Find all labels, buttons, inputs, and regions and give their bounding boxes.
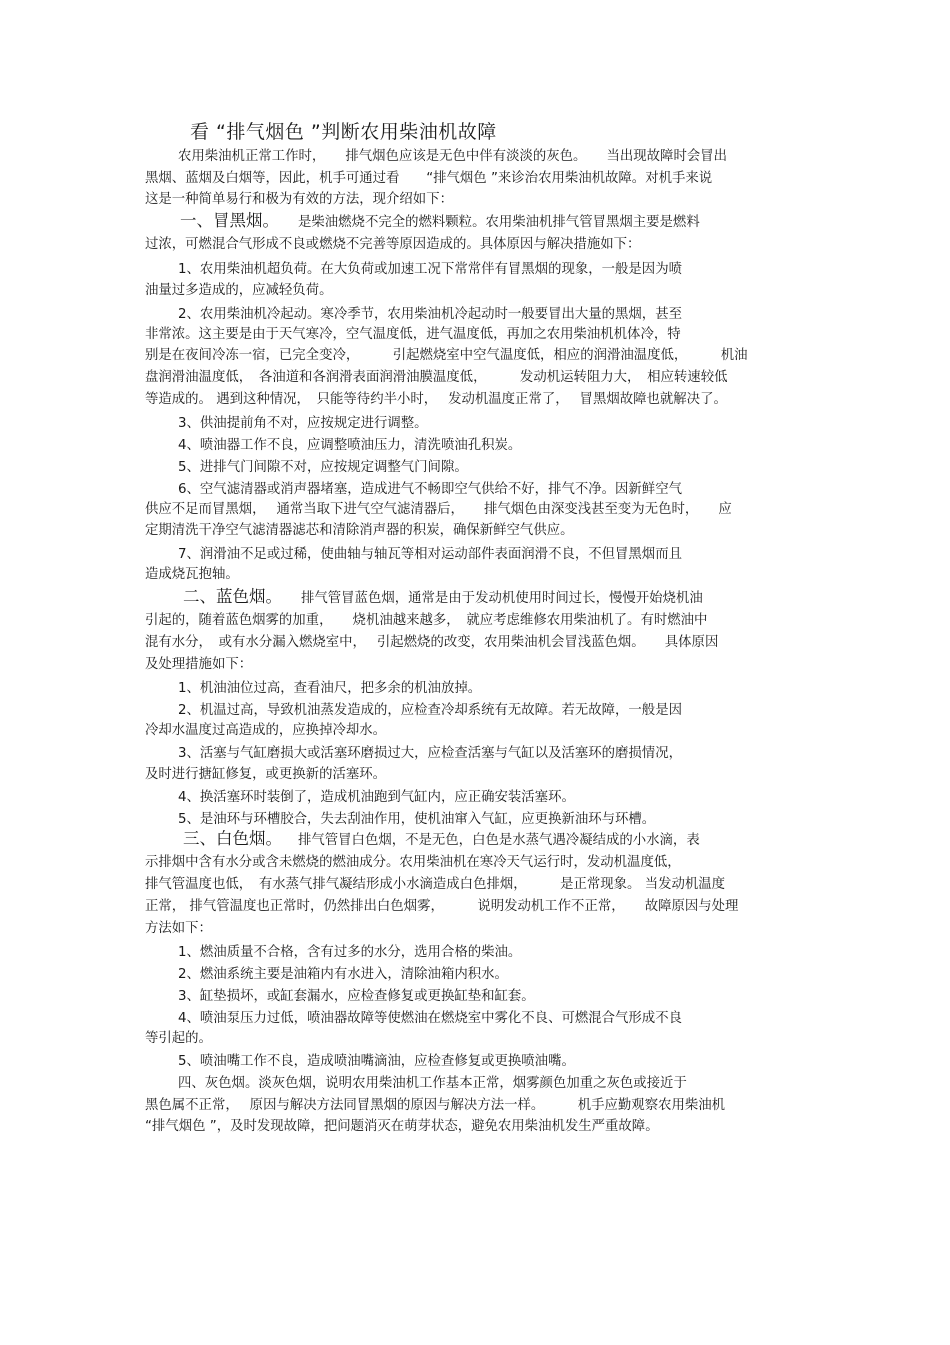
paragraph-line: 5、喷油嘴工作不良，造成喷油嘴滴油，应检查修复或更换喷油嘴。 — [178, 1054, 575, 1069]
paragraph-line: 4、喷油泵压力过低，喷油器故障等使燃油在燃烧室中雾化不良、可燃混合气形成不良 — [178, 1011, 682, 1026]
paragraph-line: 方法如下： — [145, 921, 212, 936]
paragraph-line: 排气管温度也低， 有水蒸气排气凝结形成小水滴造成白色排烟， 是正常现象。 当发动机温度 — [145, 877, 726, 892]
paragraph-line: “排气烟色 ”，及时发现故障，把问题消灭在萌芽状态，避免农用柴油机发生严重故障。 — [145, 1119, 659, 1134]
paragraph-line: 6、空气滤清器或消声器堵塞，造成进气不畅即空气供给不好，排气不净。因新鲜空气 — [178, 482, 682, 497]
paragraph-line: 过浓，可燃混合气形成不良或燃烧不完善等原因造成的。具体原因与解决措施如下： — [145, 237, 641, 252]
paragraph-line: 盘润滑油温度低， 各油道和各润滑表面润滑油膜温度低， 发动机运转阻力大， 相应转速较低 — [145, 370, 728, 385]
paragraph-line: 示排烟中含有水分或含未燃烧的燃油成分。农用柴油机在寒冷天气运行时，发动机温度低， — [145, 855, 681, 870]
paragraph-line: 2、机温过高，导致机油蒸发造成的，应检查冷却系统有无故障。若无故障，一般是因 — [178, 703, 682, 718]
paragraph-line: 1、燃油质量不合格，含有过多的水分，选用合格的柴油。 — [178, 945, 522, 960]
paragraph-line: 等引起的。 — [145, 1031, 212, 1046]
paragraph-line: 排气管冒白色烟，不是无色，白色是水蒸气遇冷凝结成的小水滴，表 — [298, 833, 700, 848]
section-heading-white-smoke: 三、白色烟。 — [183, 829, 282, 848]
paragraph-line: 等造成的。 遇到这种情况， 只能等待约半小时， 发动机温度正常了， 冒黑烟故障也就解决了。 — [145, 392, 727, 407]
paragraph-line: 3、供油提前角不对，应按规定进行调整。 — [178, 416, 428, 431]
paragraph-line: 黑烟、蓝烟及白烟等，因此，机手可通过看 “排气烟色 ”来诊治农用柴油机故障。对机手来说 — [145, 171, 713, 186]
paragraph-line: 引起的，随着蓝色烟雾的加重， 烧机油越来越多， 就应考虑维修农用柴油机了。有时燃油中 — [145, 613, 708, 628]
paragraph-line: 及处理措施如下： — [145, 657, 253, 672]
paragraph-line: 定期清洗干净空气滤清器滤芯和清除消声器的积炭，确保新鲜空气供应。 — [145, 523, 574, 538]
section-heading-blue-smoke: 二、蓝色烟。 — [183, 587, 282, 606]
paragraph-line: 4、换活塞环时装倒了，造成机油跑到气缸内，应正确安装活塞环。 — [178, 790, 575, 805]
paragraph-line: 1、农用柴油机超负荷。在大负荷或加速工况下常常伴有冒黑烟的现象，一般是因为喷 — [178, 262, 682, 277]
paragraph-line: 7、润滑油不足或过稀，使曲轴与轴瓦等相对运动部件表面润滑不良，不但冒黑烟而且 — [178, 547, 682, 562]
paragraph-line: 造成烧瓦抱轴。 — [145, 567, 239, 582]
paragraph-line: 及时进行搪缸修复，或更换新的活塞环。 — [145, 767, 387, 782]
paragraph-line: 冷却水温度过高造成的，应换掉冷却水。 — [145, 723, 387, 738]
paragraph-line: 混有水分， 或有水分漏入燃烧室中， 引起燃烧的改变，农用柴油机会冒浅蓝色烟。 具体原因 — [145, 635, 719, 650]
paragraph-line: 别是在夜间冷冻一宿，已完全变冷， 引起燃烧室中空气温度低，相应的润滑油温度低， 机油 — [145, 348, 748, 363]
paragraph-line: 正常， 排气管温度也正常时，仍然排出白色烟雾， 说明发动机工作不正常， 故障原因与处理 — [145, 899, 739, 914]
paragraph-line: 黑色属不正常， 原因与解决方法同冒黑烟的原因与解决方法一样。 机手应勤观察农用柴油机 — [145, 1098, 726, 1113]
paragraph-line: 2、农用柴油机冷起动。寒冷季节，农用柴油机冷起动时一般要冒出大量的黑烟，甚至 — [178, 307, 682, 322]
paragraph-line: 4、喷油器工作不良，应调整喷油压力，清洗喷油孔积炭。 — [178, 438, 522, 453]
paragraph-line: 非常浓。这主要是由于天气寒冷，空气温度低，进气温度低，再加之农用柴油机机体冷，特 — [145, 327, 681, 342]
paragraph-line: 3、活塞与气缸磨损大或活塞环磨损过大，应检查活塞与气缸以及活塞环的磨损情况， — [178, 746, 682, 761]
paragraph-line: 是柴油燃烧不完全的燃料颗粒。农用柴油机排气管冒黑烟主要是燃料 — [298, 215, 700, 230]
paragraph-line: 农用柴油机正常工作时， 排气烟色应该是无色中伴有淡淡的灰色。 当出现故障时会冒出 — [178, 149, 728, 164]
paragraph-line: 供应不足而冒黑烟， 通常当取下进气空气滤清器后， 排气烟色由深变浅甚至变为无色时， 应 — [145, 502, 732, 517]
paragraph-line: 2、燃油系统主要是油箱内有水进入，清除油箱内积水。 — [178, 967, 508, 982]
paragraph-line: 5、是油环与环槽胶合，失去刮油作用，使机油窜入气缸，应更换新油环与环槽。 — [178, 812, 656, 827]
paragraph-line: 排气管冒蓝色烟，通常是由于发动机使用时间过长，慢慢开始烧机油 — [301, 591, 703, 606]
paragraph-line: 油量过多造成的，应减轻负荷。 — [145, 283, 333, 298]
paragraph-line: 四、灰色烟。淡灰色烟，说明农用柴油机工作基本正常，烟雾颜色加重之灰色或接近于 — [178, 1076, 687, 1091]
paragraph-line: 1、机油油位过高，查看油尺，把多余的机油放掉。 — [178, 681, 482, 696]
paragraph-line: 5、进排气门间隙不对，应按规定调整气门间隙。 — [178, 460, 468, 475]
paragraph-line: 3、缸垫损坏，或缸套漏水，应检查修复或更换缸垫和缸套。 — [178, 989, 535, 1004]
paragraph-line: 这是一种简单易行和极为有效的方法，现介绍如下： — [145, 192, 453, 207]
section-heading-black-smoke: 一、冒黑烟。 — [180, 211, 279, 230]
document-title: 看 “排气烟色 ”判断农用柴油机故障 — [190, 121, 497, 143]
